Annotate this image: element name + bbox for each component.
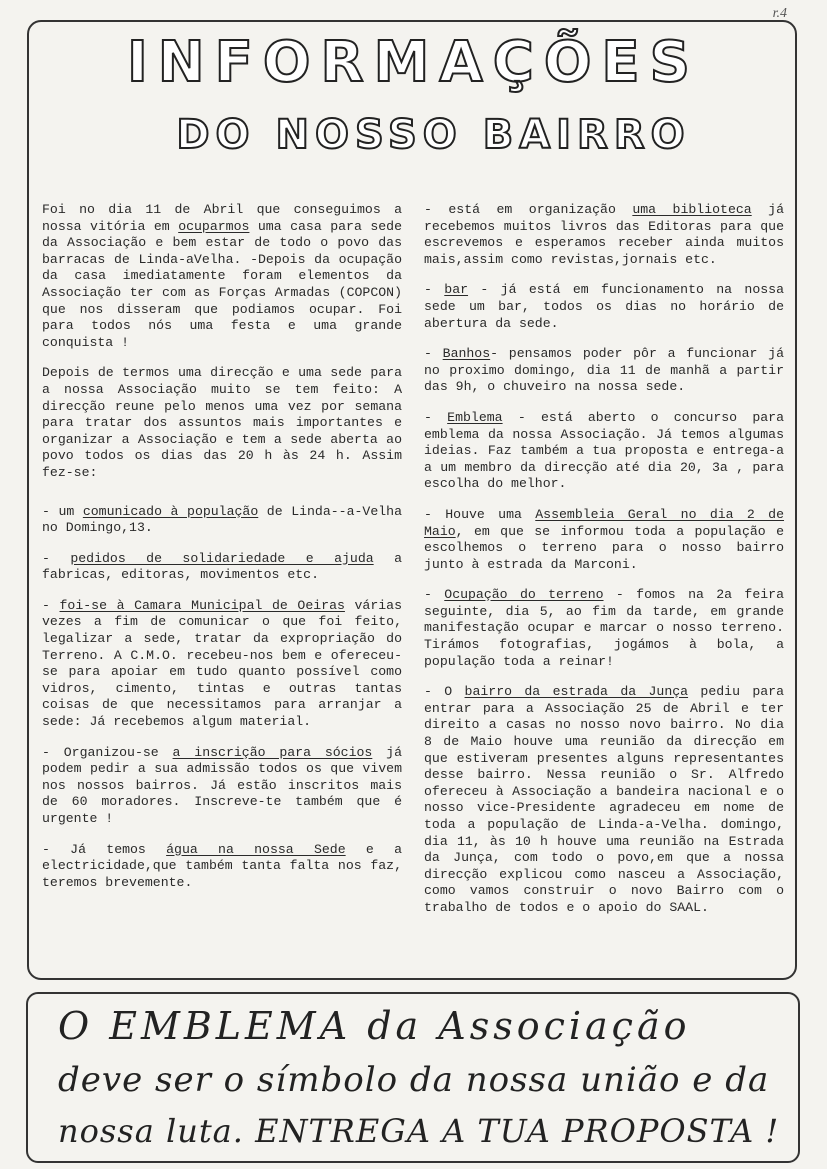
item-banhos: - Banhos- pensamos poder pôr a funcionar já no proximo domingo, dia 11 de manhã a partir das 9h, o chuveiro na nossa sede. [424,346,785,395]
item-agua: - Já temos água na nossa Sede e a electricidade,que também tanta falta nos faz, teremos brevemente. [42,841,403,890]
item-bairro-junca: - O bairro da estrada da Junça pediu para entrar para a Associação 25 de Abril e ter direito a casas no nosso novo bairro. No dia 8 de Maio houve uma reunião da direcção em que estiveram presentes alguns representantes desse bairro. Nessa reunião o Sr. Alfredo ofereceu à Associação a bandeira nacional e o nosso vice-Presidente agradeceu em nome de toda a população de Linda-a-Velha. domingo, dia 11, às 10 h houve uma reunião na Estrada da Junça, com todo o povo,em que a nossa direcção explicou como nasceu a Associação, como vamos construir o novo Bairro com o trabalho de todos e o apoio do SAAL. [424,684,785,915]
callout-line-2: deve ser o símbolo da nossa união e da [58,1060,770,1100]
item-comunicado: - um comunicado à população de Linda--a-Velha no Domingo,13. [42,503,402,536]
headline-informacoes: INFORMAÇÕES [126,30,701,95]
item-camara-municipal: - foi-se à Camara Municipal de Oeiras várias vezes a fim de comunicar o que foi feito, legalizar a sede, tratar da expropriação do Terreno. A C.M.O. recebeu-nos bem e ofereceu-se para apoiar em tudo quanto possível como vidros, cimento, tintas e outras tantas coisas de que necessitamos para arranjar a sede: Já recebemos algum material. [42,597,403,730]
right-column [424,202,784,931]
paragraph-direction: Depois de termos uma direcção e uma sede para a nossa Associação muito se tem feito: A direcção reune pelo menos uma vez por semana para tratar dos assuntos mais importantes e organizar a Associação e tem a sede aberta ao povo todos os dias das 20 h às 24 h. Assim fez-se: [42,365,402,480]
item-emblema: - Emblema - está aberto o concurso para emblema da nossa Associação. Já temos algumas ideias. Faz também a tua proposta e entrega-a a um membro da direcção até dia 20, 3a , para escolha do melhor. [424,409,785,492]
item-solidariedade: - pedidos de solidariedade e ajuda a fabricas, editoras, movimentos etc. [42,550,402,583]
item-ocupacao-terreno: - Ocupação do terreno - fomos na 2a feira seguinte, dia 5, ao fim da tarde, em grande manifestação ocupar e marcar o nosso terreno. Tirámos fotografias, jogámos à bola, a população toda a reinar! [424,587,785,669]
page-number-mark: r.4 [772,6,787,21]
left-column [42,202,402,905]
headline-do-nosso-bairro: DO NOSSO BAIRRO [176,112,691,158]
paragraph-occupation: Foi no dia 11 de Abril que conseguimos a nossa vitória em ocuparmos uma casa para sede da Associação e bem estar de todo o povo das barracas de Linda-aVelha. -Depois da ocupação da casa imediatamente foram elementos da Associação ter com as Forças Armadas (COPCON) que nos disseram que podiamos ocupar. Foi para todos nós uma festa e uma grande conquista ! [42,202,402,350]
item-assembleia: - Houve uma Assembleia Geral no dia 2 de Maio, em que se informou toda a população e escolhemos o terreno para o nosso bairro junto à estrada da Marconi. [424,506,785,572]
item-inscricao-socios: - Organizou-se a inscrição para sócios já podem pedir a sua admissão todos os que vivem nos nossos bairros. Já estão inscritos mais de 60 moradores. Inscreve-te também que é urgente ! [42,744,402,826]
item-biblioteca: - está em organização uma biblioteca já recebemos muitos livros das Editoras para que escrevemos e esperamos receber ainda muitos mais,assim como revistas,jornais etc. [424,202,785,267]
item-bar: - bar - já está em funcionamento na nossa sede um bar, todos os dias no horário de abertura da sede. [424,282,785,331]
callout-line-3: nossa luta. ENTREGA A TUA PROPOSTA ! [58,1112,780,1150]
callout-line-1: O EMBLEMA da Associação [58,1004,691,1048]
